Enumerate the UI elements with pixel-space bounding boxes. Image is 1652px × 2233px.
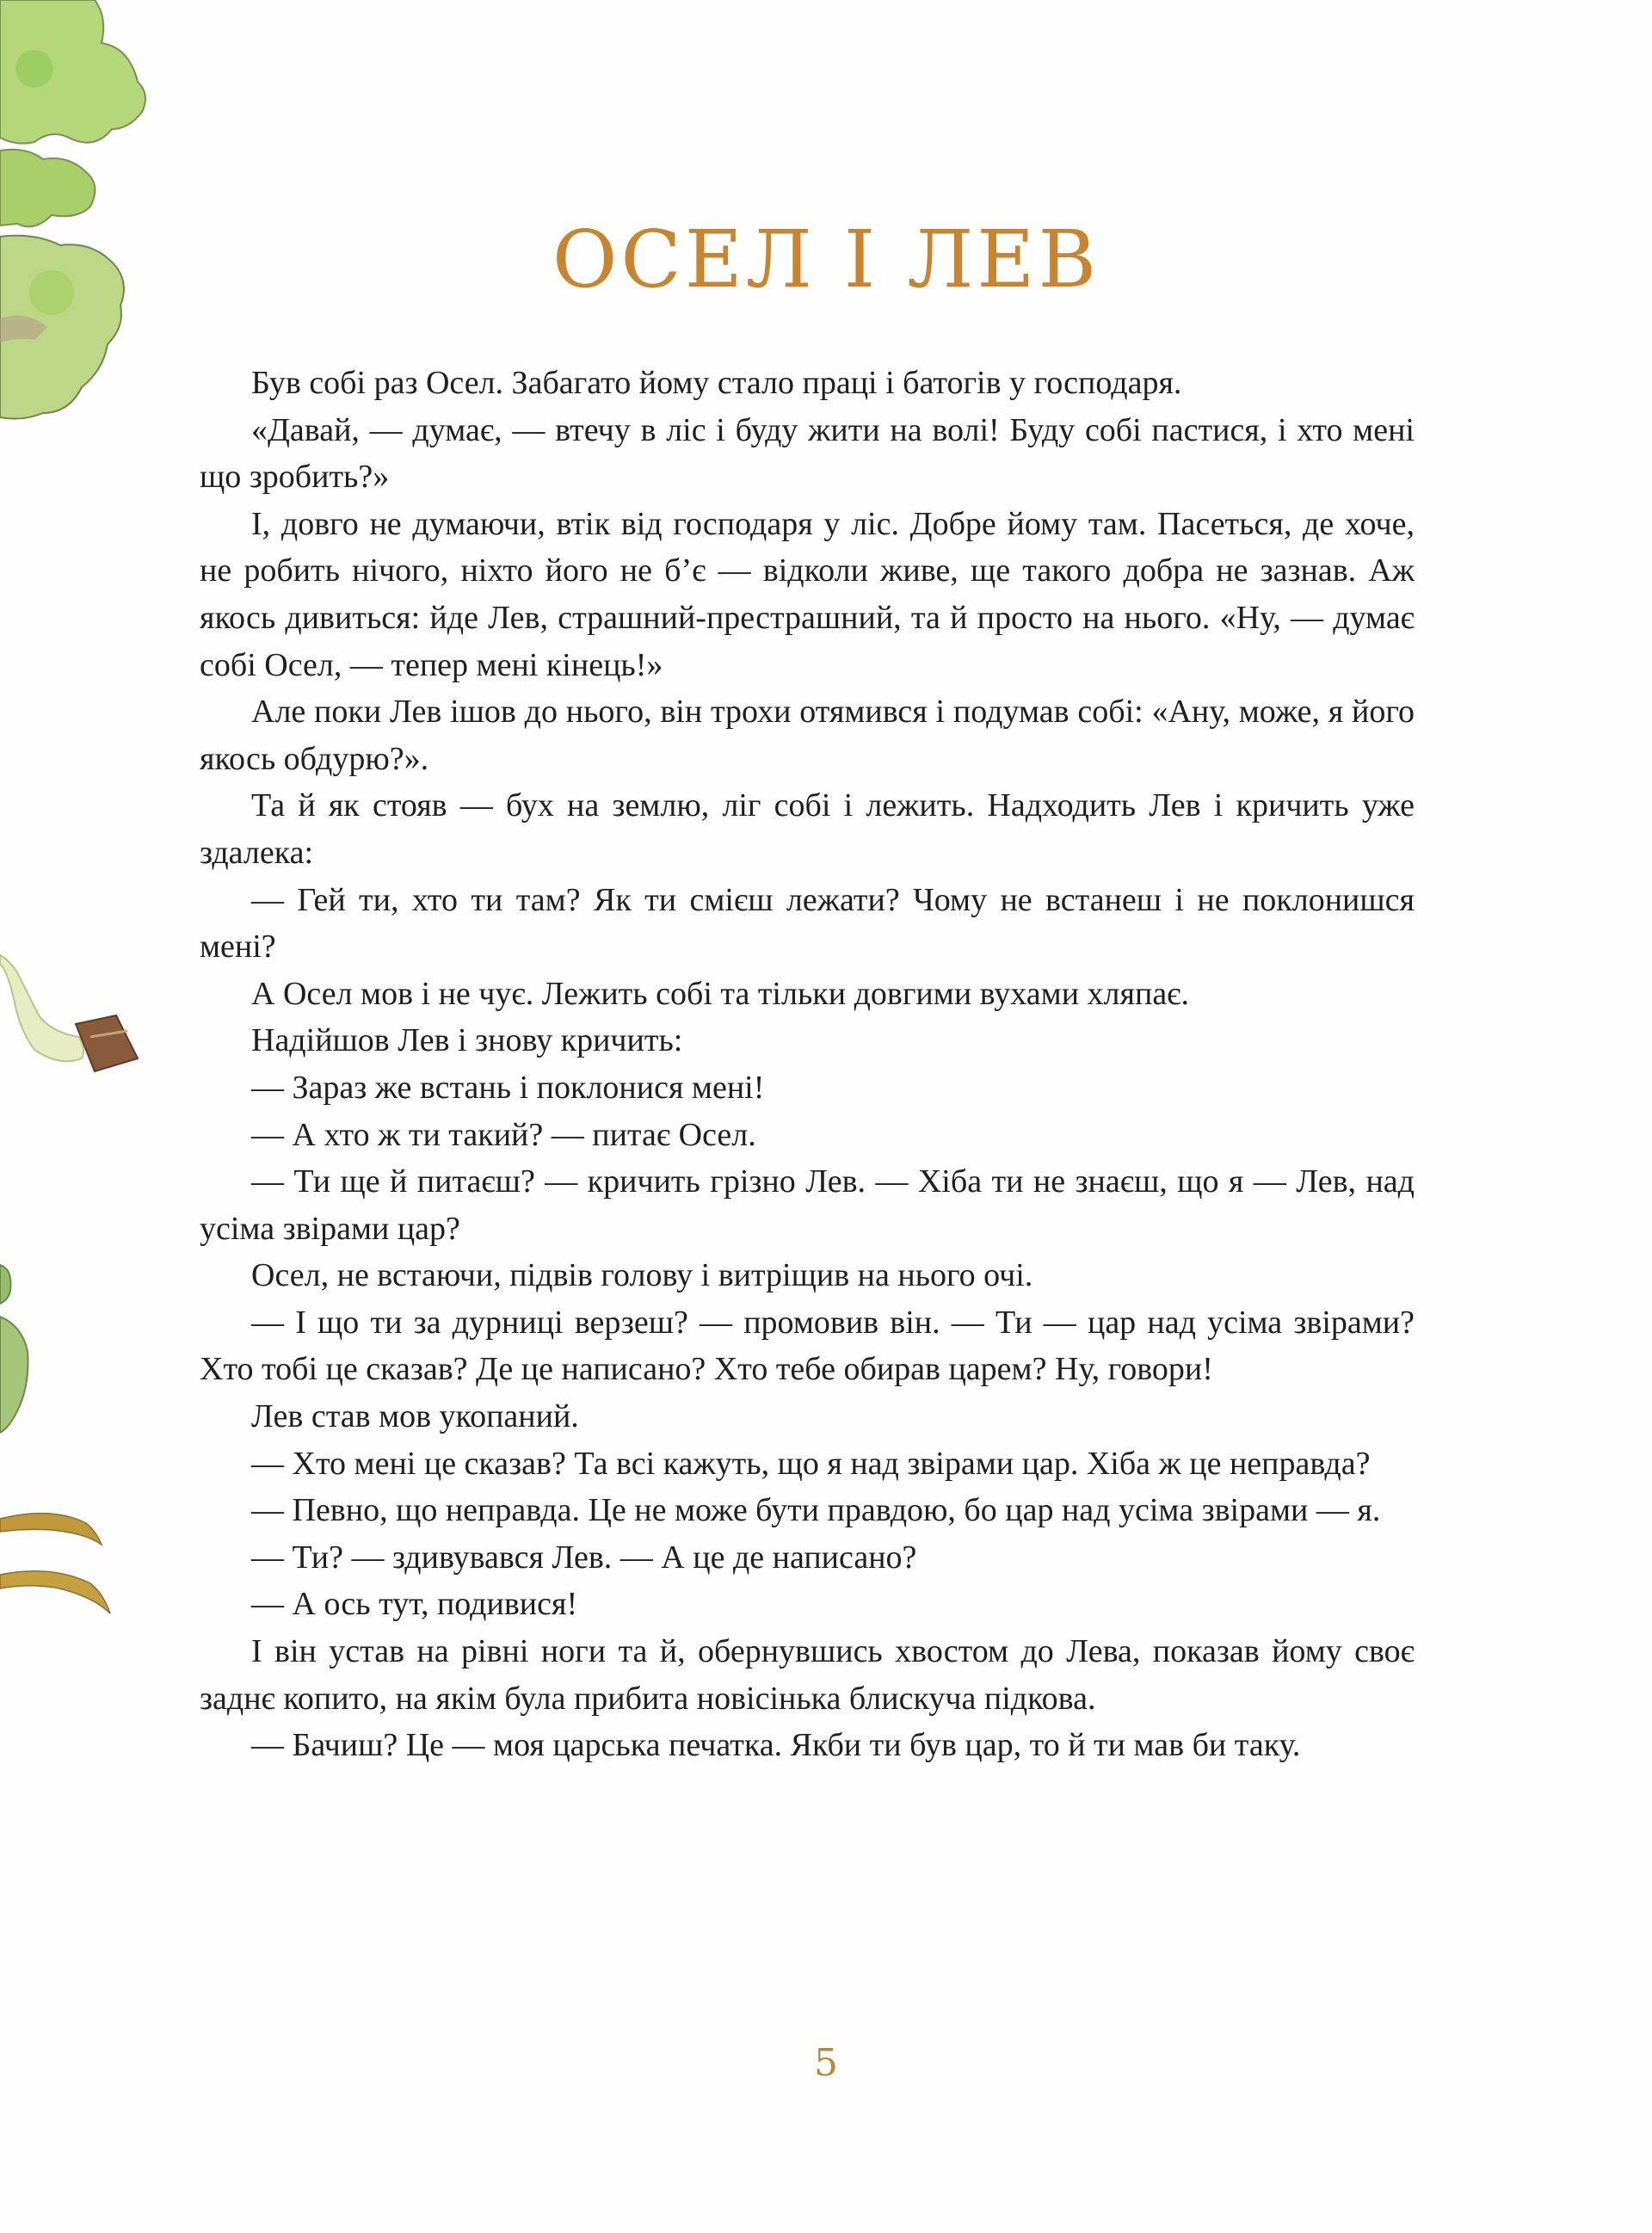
goose-bird-icon — [0, 929, 146, 1093]
paragraph: — А ось тут, подивися! — [251, 1586, 578, 1623]
paragraph: — Певно, що неправда. Це не може бути правдою, бо цар над усіма звірами — я. — [251, 1492, 1381, 1529]
paragraph: І він устав на рівні ноги та й, обернувшись хвостом до Лева, показав йому своє заднє копито, на якім була прибита новісінька блискуча підкова. — [200, 1633, 1415, 1717]
paragraph: Та й як стояв — бух на землю, ліг собі і лежить. Надходить Лев і кричить уже здалека: — [200, 787, 1415, 871]
paragraph: Був собі раз Осел. Забагато йому стало праці і батогів у господаря. — [251, 365, 1182, 401]
paragraph: Осел, не встаючи, підвів голову і витріщив на нього очі. — [251, 1257, 1033, 1294]
paragraph: — І що ти за дурниці верзеш? — промовив він. — Ти — цар над усіма звірами? Хто тобі це сказав? Де це написано? Хто тебе обирав царем? Ну, говори! — [200, 1304, 1415, 1388]
paragraph: Лев став мов укопаний. — [251, 1398, 579, 1435]
paragraph: І, довго не думаючи, втік від господаря у ліс. Добре йому там. Пасеться, де хоче, не робить нічого, ніхто його не б’є — відколи живе, ще такого добра не зазнав. Аж якось дивиться: йде Лев, страшний-престрашний, та й просто на нього. «Ну, — думає собі Осел, — тепер мені кінець!» — [200, 505, 1415, 683]
bush-icon — [0, 1231, 34, 1437]
paragraph: — Ти ще й питаєш? — кричить грізно Лев. — Хіба ти не знаєш, що я — Лев, над усіма звірами цар? — [200, 1163, 1415, 1247]
paragraph: Але поки Лев ішов до нього, він трохи отямився і подумав собі: «Ану, може, я його якось обдурю?». — [200, 694, 1415, 777]
story-title: ОСЕЛ І ЛЕВ — [552, 213, 1100, 305]
paragraph: — Бачиш? Це — моя царська печатка. Якби ти був цар, то й ти мав би таку. — [251, 1727, 1301, 1764]
paragraph: — Ти? — здивувався Лев. — А це де написано? — [251, 1539, 917, 1576]
paragraph: — Зараз же встань і поклонися мені! — [251, 1069, 765, 1106]
paragraph: — Гей ти, хто ти там? Як ти смієш лежати? Чому не встанеш і не поклонишся мені? — [200, 881, 1415, 965]
page-number: 5 — [814, 2041, 838, 2085]
paragraph: — А хто ж ти такий? — питає Осел. — [251, 1116, 756, 1153]
paragraph: Надійшов Лев і знову кричить: — [251, 1022, 683, 1059]
paragraph: — Хто мені це сказав? Та всі кажуть, що я над звірами цар. Хіба ж це неправда? — [251, 1445, 1371, 1482]
paragraph: «Давай, — думає, — втечу в ліс і буду жити на волі! Буду собі пастися, і хто мені що зробить?» — [200, 411, 1415, 496]
paragraph: А Осел мов і не чує. Лежить собі та тільки довгими вухами хляпає. — [251, 975, 1189, 1012]
grass-stalks-icon — [0, 1480, 120, 1618]
story-body — [200, 360, 1415, 1769]
